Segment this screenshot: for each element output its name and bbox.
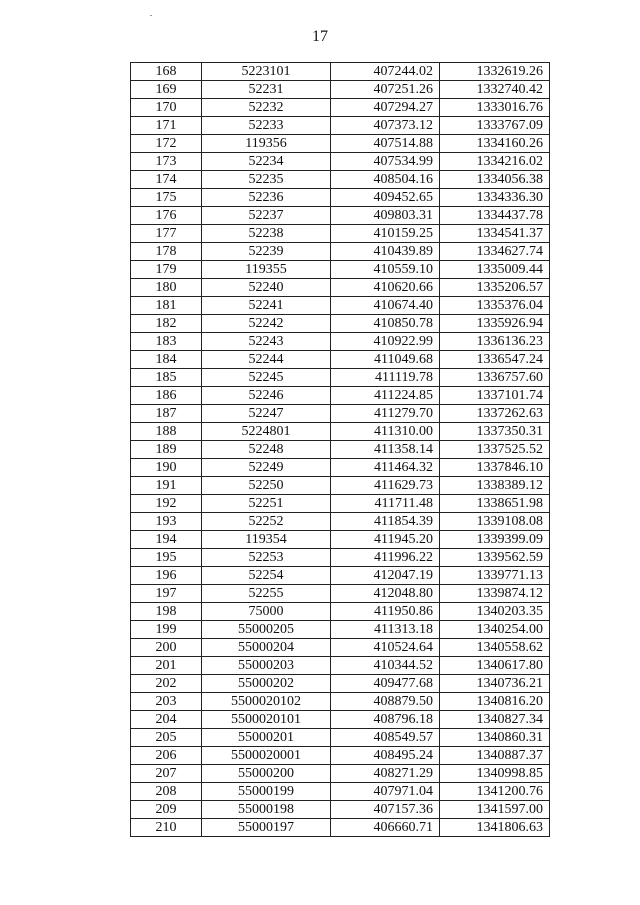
table-row	[131, 333, 550, 351]
y-coordinate-cell: 1340816.20	[440, 693, 550, 711]
x-coordinate-cell: 411310.00	[331, 423, 440, 441]
table-row	[131, 585, 550, 603]
point-number-cell: 207	[131, 765, 202, 783]
y-coordinate-cell: 1341597.00	[440, 801, 550, 819]
y-coordinate-cell: 1339771.13	[440, 567, 550, 585]
point-id-cell: 5224801	[202, 423, 331, 441]
point-number-cell: 202	[131, 675, 202, 693]
y-coordinate-cell: 1334336.30	[440, 189, 550, 207]
y-coordinate-cell: 1340860.31	[440, 729, 550, 747]
x-coordinate-cell: 409452.65	[331, 189, 440, 207]
table-row	[131, 63, 550, 81]
point-number-cell: 210	[131, 819, 202, 837]
table-row	[131, 819, 550, 837]
y-coordinate-cell: 1339874.12	[440, 585, 550, 603]
y-coordinate-cell: 1334216.02	[440, 153, 550, 171]
table-row	[131, 207, 550, 225]
point-id-cell: 5500020102	[202, 693, 331, 711]
x-coordinate-cell: 407244.02	[331, 63, 440, 81]
point-id-cell: 52255	[202, 585, 331, 603]
point-number-cell: 186	[131, 387, 202, 405]
y-coordinate-cell: 1334541.37	[440, 225, 550, 243]
table-row	[131, 675, 550, 693]
x-coordinate-cell: 410344.52	[331, 657, 440, 675]
y-coordinate-cell: 1336757.60	[440, 369, 550, 387]
point-id-cell: 119356	[202, 135, 331, 153]
table-row	[131, 423, 550, 441]
x-coordinate-cell: 411224.85	[331, 387, 440, 405]
y-coordinate-cell: 1337846.10	[440, 459, 550, 477]
y-coordinate-cell: 1334437.78	[440, 207, 550, 225]
coordinates-table-body	[131, 63, 550, 837]
x-coordinate-cell: 411279.70	[331, 405, 440, 423]
x-coordinate-cell: 410439.89	[331, 243, 440, 261]
point-number-cell: 184	[131, 351, 202, 369]
point-number-cell: 196	[131, 567, 202, 585]
point-id-cell: 52247	[202, 405, 331, 423]
x-coordinate-cell: 411711.48	[331, 495, 440, 513]
point-id-cell: 52246	[202, 387, 331, 405]
point-number-cell: 169	[131, 81, 202, 99]
y-coordinate-cell: 1333016.76	[440, 99, 550, 117]
point-id-cell: 52250	[202, 477, 331, 495]
x-coordinate-cell: 411945.20	[331, 531, 440, 549]
x-coordinate-cell: 406660.71	[331, 819, 440, 837]
x-coordinate-cell: 411119.78	[331, 369, 440, 387]
table-row	[131, 369, 550, 387]
y-coordinate-cell: 1337262.63	[440, 405, 550, 423]
y-coordinate-cell: 1336547.24	[440, 351, 550, 369]
table-row	[131, 729, 550, 747]
y-coordinate-cell: 1340998.85	[440, 765, 550, 783]
x-coordinate-cell: 410674.40	[331, 297, 440, 315]
y-coordinate-cell: 1339399.09	[440, 531, 550, 549]
x-coordinate-cell: 410850.78	[331, 315, 440, 333]
x-coordinate-cell: 407251.26	[331, 81, 440, 99]
point-id-cell: 52243	[202, 333, 331, 351]
x-coordinate-cell: 409803.31	[331, 207, 440, 225]
x-coordinate-cell: 408796.18	[331, 711, 440, 729]
table-row	[131, 531, 550, 549]
point-number-cell: 173	[131, 153, 202, 171]
x-coordinate-cell: 407514.88	[331, 135, 440, 153]
table-row	[131, 261, 550, 279]
table-row	[131, 189, 550, 207]
point-id-cell: 52249	[202, 459, 331, 477]
table-row	[131, 81, 550, 99]
point-id-cell: 52235	[202, 171, 331, 189]
table-row	[131, 621, 550, 639]
table-row	[131, 747, 550, 765]
y-coordinate-cell: 1335206.57	[440, 279, 550, 297]
y-coordinate-cell: 1339562.59	[440, 549, 550, 567]
point-number-cell: 203	[131, 693, 202, 711]
x-coordinate-cell: 408504.16	[331, 171, 440, 189]
table-row	[131, 405, 550, 423]
point-number-cell: 182	[131, 315, 202, 333]
point-number-cell: 180	[131, 279, 202, 297]
point-id-cell: 52238	[202, 225, 331, 243]
point-id-cell: 52253	[202, 549, 331, 567]
point-number-cell: 197	[131, 585, 202, 603]
point-number-cell: 168	[131, 63, 202, 81]
y-coordinate-cell: 1332740.42	[440, 81, 550, 99]
table-row	[131, 603, 550, 621]
x-coordinate-cell: 411950.86	[331, 603, 440, 621]
point-id-cell: 5500020101	[202, 711, 331, 729]
point-number-cell: 183	[131, 333, 202, 351]
x-coordinate-cell: 408271.29	[331, 765, 440, 783]
table-row	[131, 225, 550, 243]
table-row	[131, 171, 550, 189]
point-id-cell: 52252	[202, 513, 331, 531]
point-number-cell: 195	[131, 549, 202, 567]
y-coordinate-cell: 1332619.26	[440, 63, 550, 81]
x-coordinate-cell: 409477.68	[331, 675, 440, 693]
table-row	[131, 459, 550, 477]
point-number-cell: 172	[131, 135, 202, 153]
x-coordinate-cell: 410620.66	[331, 279, 440, 297]
point-number-cell: 187	[131, 405, 202, 423]
point-number-cell: 188	[131, 423, 202, 441]
point-id-cell: 55000204	[202, 639, 331, 657]
y-coordinate-cell: 1336136.23	[440, 333, 550, 351]
point-id-cell: 52232	[202, 99, 331, 117]
point-number-cell: 208	[131, 783, 202, 801]
table-row	[131, 297, 550, 315]
point-id-cell: 52251	[202, 495, 331, 513]
table-row	[131, 801, 550, 819]
point-id-cell: 55000198	[202, 801, 331, 819]
point-number-cell: 199	[131, 621, 202, 639]
point-number-cell: 178	[131, 243, 202, 261]
y-coordinate-cell: 1334627.74	[440, 243, 550, 261]
point-number-cell: 175	[131, 189, 202, 207]
point-number-cell: 177	[131, 225, 202, 243]
x-coordinate-cell: 411996.22	[331, 549, 440, 567]
point-id-cell: 52233	[202, 117, 331, 135]
table-row	[131, 243, 550, 261]
y-coordinate-cell: 1341806.63	[440, 819, 550, 837]
x-coordinate-cell: 407971.04	[331, 783, 440, 801]
y-coordinate-cell: 1340203.35	[440, 603, 550, 621]
y-coordinate-cell: 1339108.08	[440, 513, 550, 531]
point-id-cell: 52241	[202, 297, 331, 315]
table-row	[131, 315, 550, 333]
table-row	[131, 657, 550, 675]
point-id-cell: 52244	[202, 351, 331, 369]
point-number-cell: 209	[131, 801, 202, 819]
y-coordinate-cell: 1334160.26	[440, 135, 550, 153]
point-id-cell: 55000199	[202, 783, 331, 801]
y-coordinate-cell: 1340827.34	[440, 711, 550, 729]
table-row	[131, 135, 550, 153]
y-coordinate-cell: 1338389.12	[440, 477, 550, 495]
point-number-cell: 206	[131, 747, 202, 765]
point-number-cell: 190	[131, 459, 202, 477]
y-coordinate-cell: 1340254.00	[440, 621, 550, 639]
table-row	[131, 783, 550, 801]
x-coordinate-cell: 410922.99	[331, 333, 440, 351]
point-id-cell: 52234	[202, 153, 331, 171]
table-row	[131, 351, 550, 369]
point-id-cell: 55000205	[202, 621, 331, 639]
point-id-cell: 5223101	[202, 63, 331, 81]
point-id-cell: 52231	[202, 81, 331, 99]
table-row	[131, 477, 550, 495]
point-number-cell: 181	[131, 297, 202, 315]
x-coordinate-cell: 407157.36	[331, 801, 440, 819]
scan-mark	[150, 15, 152, 16]
point-number-cell: 192	[131, 495, 202, 513]
x-coordinate-cell: 412048.80	[331, 585, 440, 603]
x-coordinate-cell: 411049.68	[331, 351, 440, 369]
y-coordinate-cell: 1340736.21	[440, 675, 550, 693]
point-id-cell: 52237	[202, 207, 331, 225]
point-number-cell: 198	[131, 603, 202, 621]
table-row	[131, 387, 550, 405]
point-id-cell: 55000201	[202, 729, 331, 747]
x-coordinate-cell: 408879.50	[331, 693, 440, 711]
point-id-cell: 52242	[202, 315, 331, 333]
point-id-cell: 52240	[202, 279, 331, 297]
table-row	[131, 693, 550, 711]
x-coordinate-cell: 412047.19	[331, 567, 440, 585]
table-row	[131, 567, 550, 585]
coordinates-table	[130, 62, 550, 837]
point-id-cell: 75000	[202, 603, 331, 621]
point-id-cell: 119354	[202, 531, 331, 549]
point-id-cell: 52236	[202, 189, 331, 207]
point-number-cell: 171	[131, 117, 202, 135]
point-number-cell: 179	[131, 261, 202, 279]
table-row	[131, 441, 550, 459]
y-coordinate-cell: 1341200.76	[440, 783, 550, 801]
table-row	[131, 711, 550, 729]
point-number-cell: 189	[131, 441, 202, 459]
y-coordinate-cell: 1334056.38	[440, 171, 550, 189]
table-row	[131, 549, 550, 567]
point-id-cell: 5500020001	[202, 747, 331, 765]
x-coordinate-cell: 411854.39	[331, 513, 440, 531]
point-number-cell: 204	[131, 711, 202, 729]
y-coordinate-cell: 1335926.94	[440, 315, 550, 333]
y-coordinate-cell: 1340617.80	[440, 657, 550, 675]
point-number-cell: 185	[131, 369, 202, 387]
x-coordinate-cell: 410559.10	[331, 261, 440, 279]
y-coordinate-cell: 1340558.62	[440, 639, 550, 657]
point-id-cell: 52245	[202, 369, 331, 387]
point-id-cell: 52254	[202, 567, 331, 585]
point-id-cell: 119355	[202, 261, 331, 279]
point-id-cell: 55000202	[202, 675, 331, 693]
point-id-cell: 55000197	[202, 819, 331, 837]
x-coordinate-cell: 410524.64	[331, 639, 440, 657]
table-row	[131, 153, 550, 171]
table-row	[131, 495, 550, 513]
y-coordinate-cell: 1335009.44	[440, 261, 550, 279]
table-row	[131, 117, 550, 135]
point-number-cell: 200	[131, 639, 202, 657]
point-number-cell: 205	[131, 729, 202, 747]
y-coordinate-cell: 1333767.09	[440, 117, 550, 135]
table-row	[131, 99, 550, 117]
x-coordinate-cell: 410159.25	[331, 225, 440, 243]
x-coordinate-cell: 411629.73	[331, 477, 440, 495]
x-coordinate-cell: 407373.12	[331, 117, 440, 135]
point-id-cell: 52248	[202, 441, 331, 459]
x-coordinate-cell: 408549.57	[331, 729, 440, 747]
table-row	[131, 765, 550, 783]
point-number-cell: 174	[131, 171, 202, 189]
point-number-cell: 201	[131, 657, 202, 675]
y-coordinate-cell: 1337101.74	[440, 387, 550, 405]
x-coordinate-cell: 411313.18	[331, 621, 440, 639]
point-id-cell: 55000200	[202, 765, 331, 783]
point-number-cell: 193	[131, 513, 202, 531]
point-number-cell: 170	[131, 99, 202, 117]
y-coordinate-cell: 1338651.98	[440, 495, 550, 513]
point-id-cell: 52239	[202, 243, 331, 261]
x-coordinate-cell: 407534.99	[331, 153, 440, 171]
page-number: 17	[312, 28, 328, 45]
point-id-cell: 55000203	[202, 657, 331, 675]
y-coordinate-cell: 1335376.04	[440, 297, 550, 315]
x-coordinate-cell: 408495.24	[331, 747, 440, 765]
table-row	[131, 639, 550, 657]
point-number-cell: 191	[131, 477, 202, 495]
x-coordinate-cell: 407294.27	[331, 99, 440, 117]
table-row	[131, 279, 550, 297]
x-coordinate-cell: 411358.14	[331, 441, 440, 459]
point-number-cell: 194	[131, 531, 202, 549]
y-coordinate-cell: 1337350.31	[440, 423, 550, 441]
y-coordinate-cell: 1337525.52	[440, 441, 550, 459]
point-number-cell: 176	[131, 207, 202, 225]
table-row	[131, 513, 550, 531]
x-coordinate-cell: 411464.32	[331, 459, 440, 477]
y-coordinate-cell: 1340887.37	[440, 747, 550, 765]
